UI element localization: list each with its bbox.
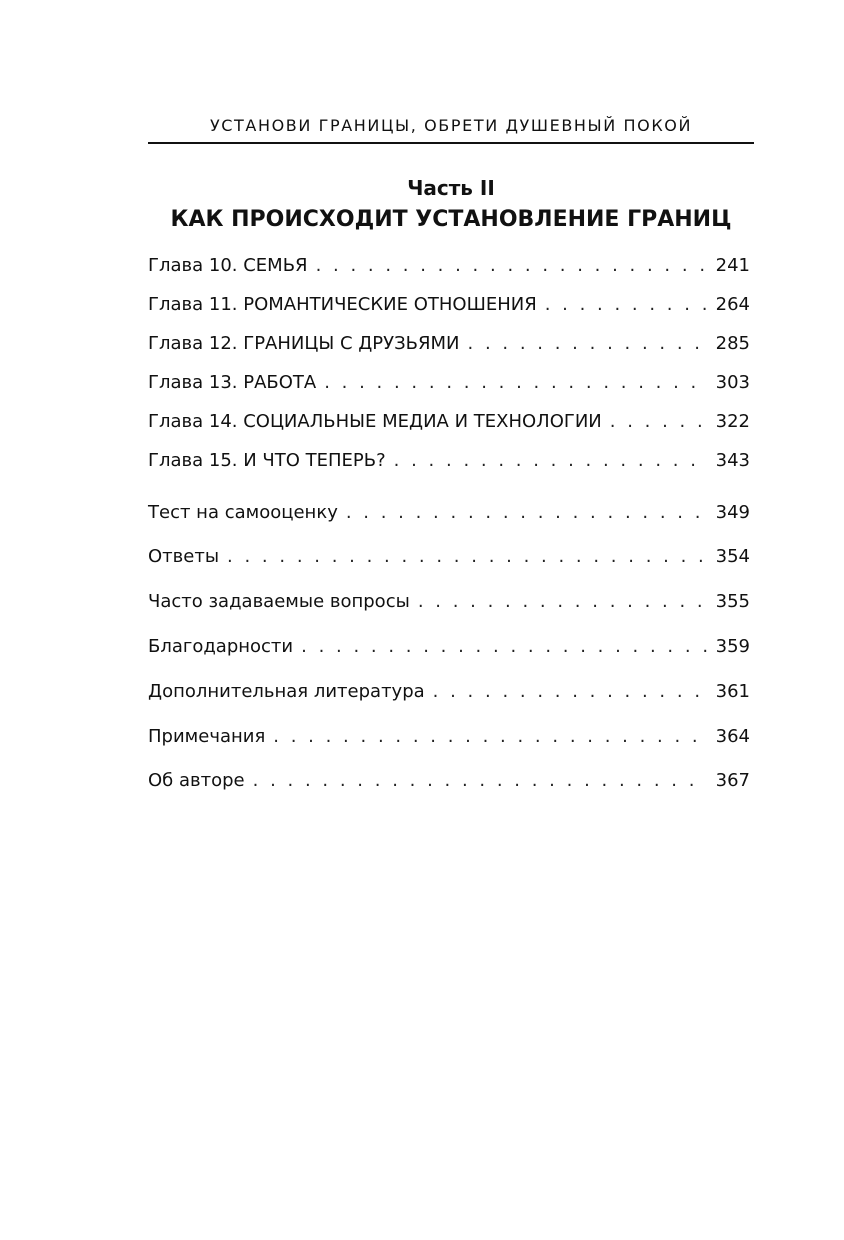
part-label: Часть II: [407, 176, 495, 200]
running-head: УСТАНОВИ ГРАНИЦЫ, ОБРЕТИ ДУШЕВНЫЙ ПОКОЙ: [209, 116, 693, 135]
toc-entry-faq[interactable]: [148, 590, 750, 614]
toc-entry-chapter-13[interactable]: [148, 371, 750, 395]
part-title: КАК ПРОИСХОДИТ УСТАНОВЛЕНИЕ ГРАНИЦ: [170, 207, 732, 232]
toc-entry-title: Глава 10. СЕМЬЯ: [148, 255, 308, 276]
toc-entry-answers[interactable]: [148, 545, 750, 569]
toc-entry-title: Об авторе: [148, 770, 245, 791]
toc-entry-title: Ответы: [148, 546, 220, 567]
toc-entry-page: 322: [715, 411, 750, 432]
toc-entry-title: Глава 15. И ЧТО ТЕПЕРЬ?: [148, 450, 386, 471]
toc-entry-page: 241: [715, 255, 750, 276]
toc-entry-self-test[interactable]: [148, 501, 750, 525]
toc-entry-chapter-14[interactable]: [148, 410, 750, 434]
toc-leader-dots: [394, 449, 708, 473]
toc-entry-page: 343: [715, 450, 750, 471]
toc-entry-page: 349: [715, 502, 750, 523]
toc-entry-chapter-11[interactable]: [148, 293, 750, 317]
toc-entry-title: Благодарности: [148, 636, 294, 657]
toc-leader-dots: [545, 293, 708, 317]
toc-entry-chapter-12[interactable]: [148, 332, 750, 356]
toc-entry-page: 359: [715, 636, 750, 657]
toc-entry-title: Глава 14. СОЦИАЛЬНЫЕ МЕДИА И ТЕХНОЛОГИИ: [148, 411, 602, 432]
toc-entry-title: Тест на самооценку: [148, 502, 338, 523]
toc-entry-chapter-10[interactable]: [148, 254, 750, 278]
toc-leader-dots: [227, 545, 708, 569]
toc-leader-dots: [418, 590, 708, 614]
toc-entry-about-author[interactable]: [148, 769, 750, 793]
toc-entry-further-reading[interactable]: [148, 680, 750, 704]
toc-entry-title: Примечания: [148, 726, 266, 747]
toc-entry-page: 361: [715, 681, 750, 702]
toc-entry-title: Часто задаваемые вопросы: [148, 591, 410, 612]
toc-leader-dots: [301, 635, 708, 659]
toc-entry-notes[interactable]: [148, 725, 750, 749]
toc-entry-page: 354: [715, 546, 750, 567]
toc-entry-acknowledgements[interactable]: [148, 635, 750, 659]
toc-entry-page: 264: [715, 294, 750, 315]
toc-leader-dots: [324, 371, 707, 395]
toc-leader-dots: [610, 410, 708, 434]
toc-entry-title: Глава 11. РОМАНТИЧЕСКИЕ ОТНОШЕНИЯ: [148, 294, 537, 315]
toc-leader-dots: [346, 501, 708, 525]
toc-leader-dots: [253, 769, 708, 793]
toc-entry-page: 303: [715, 372, 750, 393]
toc-leader-dots: [316, 254, 708, 278]
header-rule: [148, 142, 754, 144]
toc-leader-dots: [433, 680, 708, 704]
toc-entry-title: Глава 12. ГРАНИЦЫ С ДРУЗЬЯМИ: [148, 333, 460, 354]
toc-entry-chapter-15[interactable]: [148, 449, 750, 473]
toc-entry-page: 355: [715, 591, 750, 612]
toc-entry-title: Дополнительная литература: [148, 681, 425, 702]
toc-entry-page: 367: [715, 770, 750, 791]
toc-entry-page: 364: [715, 726, 750, 747]
toc-leader-dots: [273, 725, 707, 749]
toc-leader-dots: [468, 332, 708, 356]
toc-entry-page: 285: [715, 333, 750, 354]
toc-entry-title: Глава 13. РАБОТА: [148, 372, 317, 393]
